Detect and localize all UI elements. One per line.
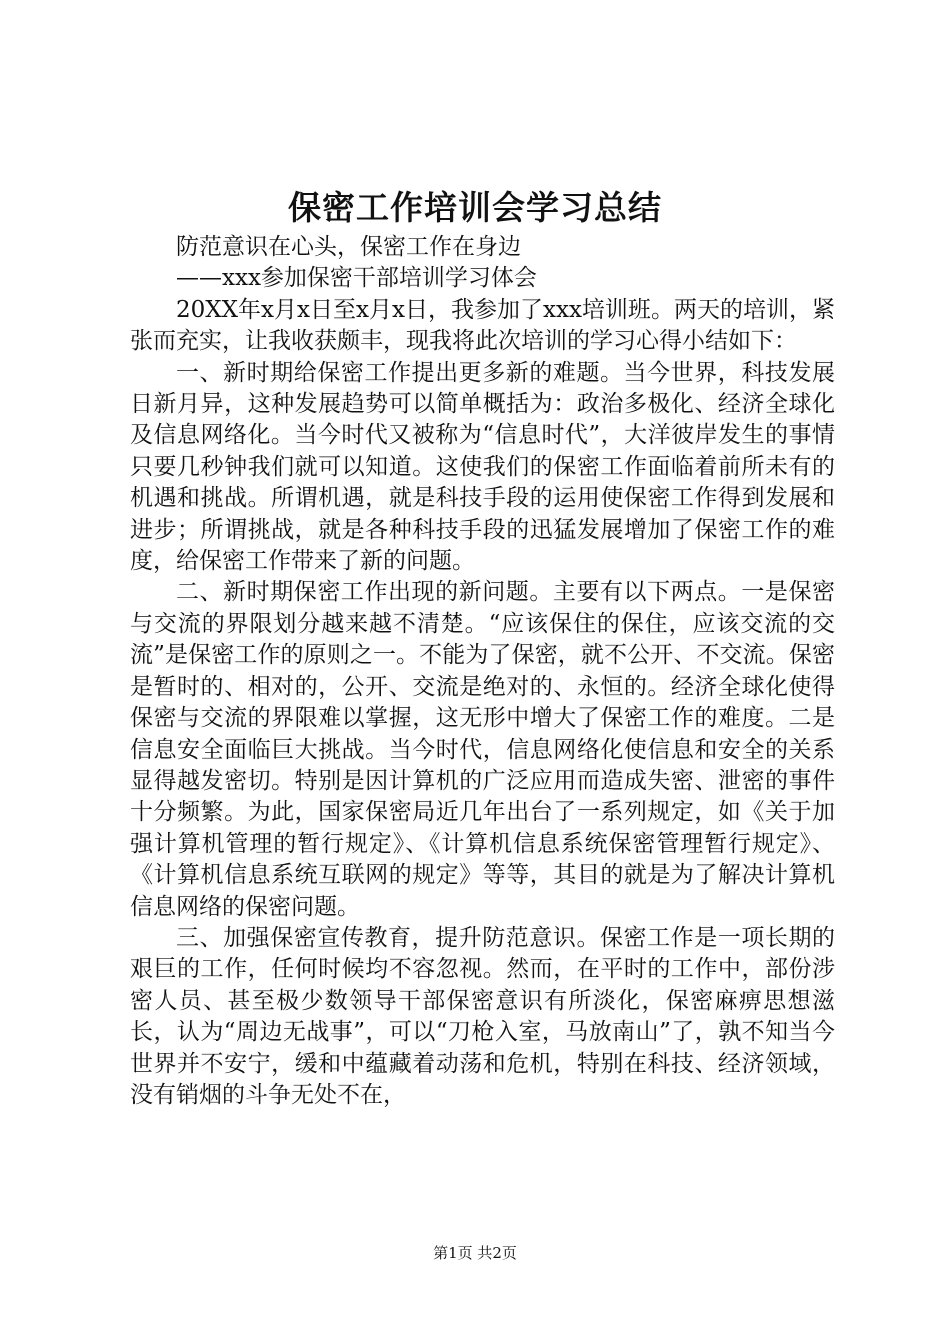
paragraph-intro: 20XX年x月x日至x月x日，我参加了xxx培训班。两天的培训，紧张而充实，让我收获颇丰，现我将此次培训的学习心得小结如下： bbox=[130, 296, 835, 355]
paragraph-section-3: 三、加强保密宣传教育，提升防范意识。保密工作是一项长期的艰巨的工作，任何时候均不容忽视。然而，在平时的工作中，部份涉密人员、甚至极少数领导干部保密意识有所淡化，保密麻痹思想滋长，认为“周边无战事”，可以“刀枪入室，马放南山”了，孰不知当今世界并不安宁，缓和中蕴藏着动荡和危机，特别在科技、经济领域，没有销烟的斗争无处不在， bbox=[130, 924, 835, 1108]
subtitle-line-1: 防范意识在心头，保密工作在身边 bbox=[176, 234, 521, 260]
paragraph-section-1: 一、新时期给保密工作提出更多新的难题。当今世界，科技发展日新月异，这种发展趋势可以简单概括为：政治多极化、经济全球化及信息网络化。当今时代又被称为“信息时代”，大洋彼岸发生的事情只要几秒钟我们就可以知道。这使我们的保密工作面临着前所未有的机遇和挑战。所谓机遇，就是科技手段的运用使保密工作得到发展和进步；所谓挑战，就是各种科技手段的迅猛发展增加了保密工作的难度，给保密工作带来了新的问题。 bbox=[130, 359, 835, 575]
page-number-footer: 第1页 共2页 bbox=[433, 1244, 517, 1262]
paragraph-section-2: 二、新时期保密工作出现的新问题。主要有以下两点。一是保密与交流的界限划分越来越不清楚。“应该保住的保住，应该交流的交流”是保密工作的原则之一。不能为了保密，就不公开、不交流。保密是暂时的、相对的，公开、交流是绝对的、永恒的。经济全球化使得保密与交流的界限难以掌握，这无形中增大了保密工作的难度。二是信息安全面临巨大挑战。当今时代，信息网络化使信息和安全的关系显得越发密切。特别是因计算机的广泛应用而造成失密、泄密的事件十分频繁。为此，国家保密局近几年出台了一系列规定，如《关于加强计算机管理的暂行规定》、《计算机信息系统保密管理暂行规定》、《计算机信息系统互联网的规定》等等，其目的就是为了解决计算机信息网络的保密问题。 bbox=[130, 579, 835, 920]
subtitle-line-2: ——xxx参加保密干部培训学习体会 bbox=[176, 265, 537, 292]
document-body bbox=[130, 232, 835, 1111]
document-title: 保密工作培训会学习总结 bbox=[288, 188, 662, 227]
